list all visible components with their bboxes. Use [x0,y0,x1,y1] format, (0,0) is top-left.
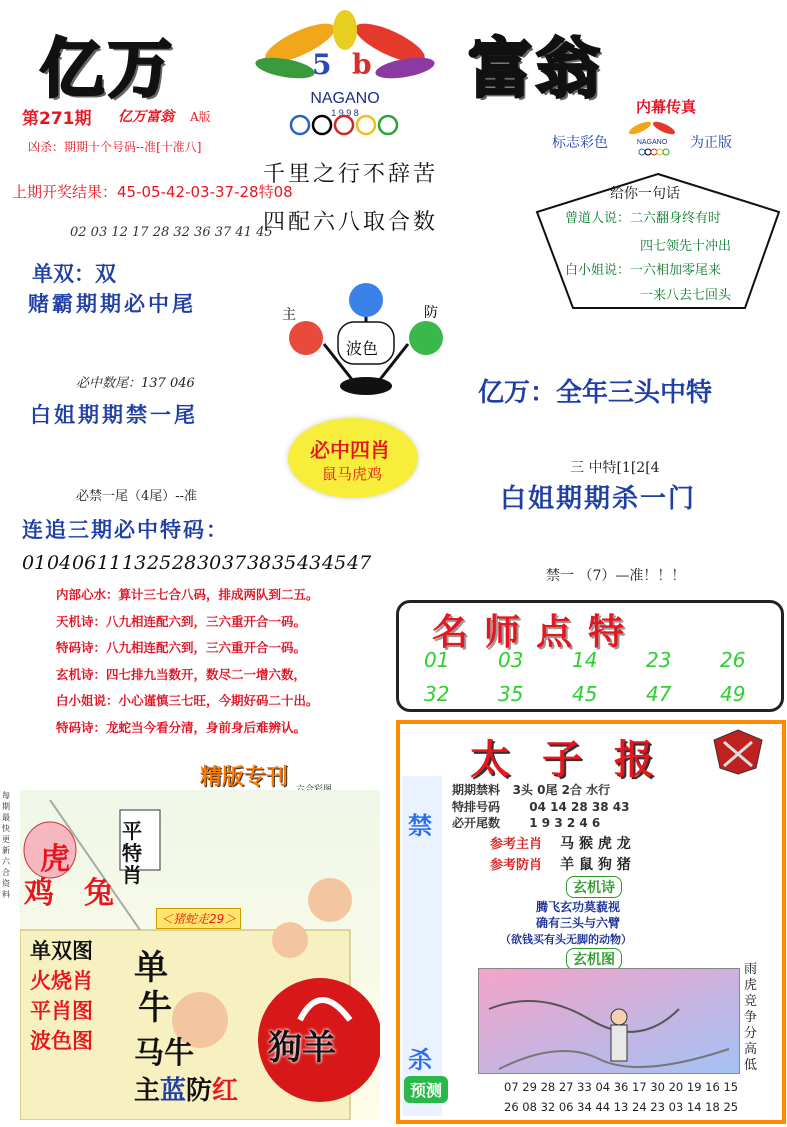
pentagon-line-1: 曾道人说：二六翻身终有时 [565,211,722,226]
four-zodiac-title: 必中四肖 [310,438,390,462]
zodiac-tag: ＜猪蛇走29＞ [156,908,241,929]
xuanji-line-2: 确有三头与六臂 [536,916,621,930]
chase-number: 06 [72,552,97,574]
fax-right: 为正版 [690,135,732,151]
svg-text:NAGANO: NAGANO [636,139,668,146]
title-right: 富翁 [468,32,604,107]
taizi-rows [452,782,629,832]
master-number: 49 [720,682,746,706]
taizi-row: 期期禁料 3头 0尾 2合 水行 [452,783,611,797]
chase-number: 30 [197,552,222,574]
scholar-illustration [479,969,739,1073]
flower-logo-icon [240,8,450,138]
svg-text:1 9 9 8: 1 9 9 8 [331,108,359,118]
master-number: 32 [424,682,450,706]
white-sister-tail: 白姐期期禁一尾 [30,403,198,427]
chart-item: 波色图 [30,1029,93,1053]
taizi-row: 必开尾数 1 9 3 2 4 6 [452,816,601,830]
svg-text:5: 5 [312,48,332,81]
three-heads: 亿万：全年三头中特 [478,378,713,408]
tail-title: 赌霸期期必中尾 [28,292,196,316]
chase-number: 47 [347,552,372,574]
pingte-label: 平特肖 [122,819,142,887]
shield-emblem-icon [710,728,766,776]
chase-number: 13 [122,552,147,574]
chart-list [30,936,116,1056]
blue-ball-icon [349,283,383,317]
fax-left: 标志彩色 [552,135,608,151]
chase-number: 35 [272,552,297,574]
xuanji-line-1: 腾飞玄功莫藐视 [536,900,621,914]
master-number: 14 [572,648,598,672]
nagano-logo [240,8,450,138]
chase-number: 28 [172,552,197,574]
three-special: 三 中特[1[2[4 [570,460,660,476]
taizi-title: 太子报 [470,736,686,783]
red-ball-icon [289,321,323,355]
chase-number: 43 [297,552,322,574]
green-ball-icon [409,321,443,355]
xuanji-tu-title: 玄机图 [566,948,622,970]
four-zodiac-items: 鼠马虎鸡 [322,465,383,483]
forbid-one: 禁一 （7）—准！！！ [546,568,686,584]
dog-sheep-label: 狗羊 [268,1028,336,1068]
master-title: 名师点特 [432,611,641,653]
forbid-tail: 必禁一尾（4尾）--准 [76,489,198,504]
white-kill: 白姐期期杀一门 [500,484,697,514]
issue-subtitle: 凶杀：期期十个号码--准[十准八] [28,140,202,154]
forecast-row-1: 07 29 28 27 33 04 36 17 30 20 19 16 15 [504,1080,739,1094]
chart-item: 火烧肖 [30,969,93,993]
zodiac-label-rabbit: 兔 [84,876,114,911]
zodiac-label-rooster: 鸡 [24,876,54,911]
chase-number: 11 [97,552,122,574]
zodiac-label-tiger: 虎 [40,842,70,877]
chase-number: 04 [47,552,72,574]
issue-edition: A版 [190,110,211,124]
poem-item: 白小姐说：小心谨慎三七旺，今期好码二十出。 [56,693,319,708]
special-title: 精版专刊 [200,765,289,790]
xuanji-title: 玄机诗 [566,876,622,898]
master-number: 45 [572,682,598,706]
master-number: 47 [646,682,672,706]
chase-number: 01 [22,552,47,574]
master-number: 03 [498,648,524,672]
chase-number: 38 [247,552,272,574]
odd-even: 单双：双 [32,262,116,286]
dan-label: 单 [134,948,168,988]
right-poem: 雨虎竞争分高低 [744,962,758,1073]
poem-line-1: 千里之行不辞苦 [263,162,439,187]
taizi-row: 参考防肖 羊 鼠 狗 猪 [490,857,631,873]
pentagon-line-4: 一来八去七回头 [640,288,732,303]
pentagon-line-2: 四七领先十冲出 [640,239,732,254]
must-tail: 必中数尾：137 046 [76,376,195,391]
issue-label: 第271期 [22,109,92,129]
wave-main: 主 [282,307,296,323]
side-bottom: 杀 [408,1046,432,1074]
side-top: 禁 [408,812,432,840]
pentagon-title: 给你一句话 [610,186,680,202]
wave-guard: 防 [424,305,438,321]
master-number: 23 [646,648,672,672]
wave-center: 波色 [346,339,379,358]
chase-number: 37 [222,552,247,574]
taizi-zodiac-rows [490,834,631,876]
niu-label: 牛 [138,988,172,1028]
xuanji-picture [478,968,740,1074]
ma-niu-label: 马牛 [134,1036,194,1071]
master-number: 01 [424,648,450,672]
chart-item: 平肖图 [30,999,93,1023]
olympic-rings-icon [291,116,397,134]
poem-item: 特码诗：八九相连配六到，三六重开合一码。 [56,640,307,655]
poem-list [56,582,319,741]
chase-numbers [22,552,372,574]
master-number: 26 [720,648,746,672]
special-side: 每期最快更新六合资料 [2,791,10,899]
poem-item: 天机诗：八九相连配六到，三六重开合一码。 [56,613,307,629]
last-result: 上期开奖结果：45-05-42-03-37-28特08 [12,183,293,201]
poem-item: 内部心水：算计三七合八码，排成两队到二五。 [56,587,319,602]
pentagon-line-3: 白小姐说：一六相加零尾来 [565,263,722,278]
fax-title: 内幕传真 [636,98,697,116]
chart-item: 单双图 [30,939,93,963]
issue-brand: 亿万富翁 [118,109,174,125]
poem-item: 特码诗：龙蛇当今看分清，身前身后难辨认。 [56,719,307,735]
title-left: 亿万 [40,32,176,107]
wave-tag: 主蓝防红 [134,1076,239,1106]
forecast-label: 预测 [404,1076,448,1103]
taizi-row: 特排号码 04 14 28 38 43 [452,799,630,814]
small-logo-icon [622,116,682,158]
poem-line-2: 四配六八取合数 [263,210,439,235]
chase-number: 45 [322,552,347,574]
chase-number: 25 [147,552,172,574]
logo-text: NAGANO [310,90,380,107]
ten-numbers: 02 03 12 17 28 32 36 37 41 45 [70,225,273,240]
poem-item: 玄机诗：四七排九当数开，数尽二一增六数， [56,666,307,682]
master-number: 35 [498,682,524,706]
xuanji-line-3: （欲钱买有头无脚的动物） [500,933,632,946]
svg-text:b: b [352,48,372,81]
forecast-row-2: 26 08 32 06 34 44 13 24 23 03 14 18 25 [504,1100,739,1114]
taizi-row: 参考主肖 马 猴 虎 龙 [490,836,631,852]
chase-title: 连追三期必中特码： [22,518,229,542]
